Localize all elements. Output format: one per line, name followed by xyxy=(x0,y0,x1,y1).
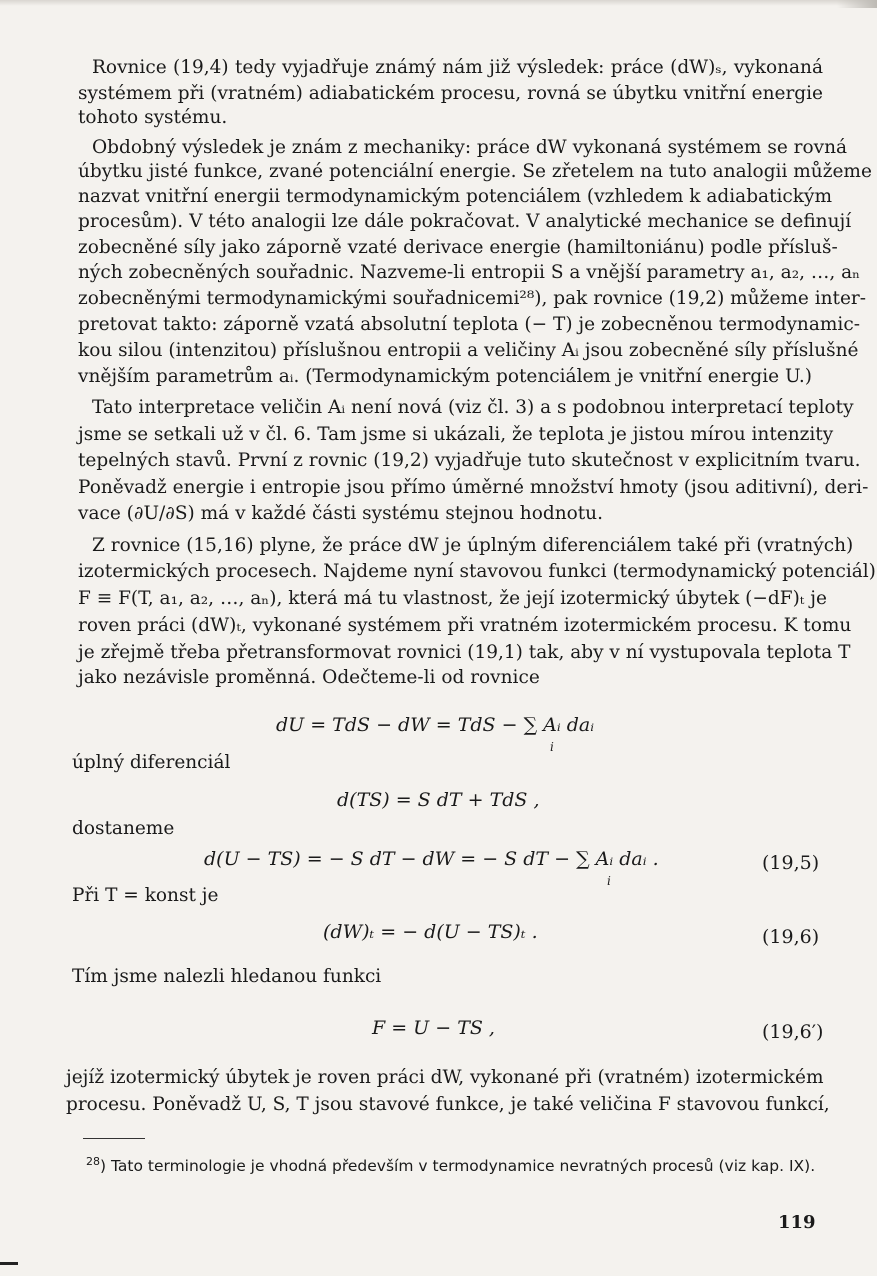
text-line: kou silou (intenzitou) příslušnou entropii a veličiny Aᵢ jsou zobecněné síly příslušné xyxy=(78,340,859,361)
text-line: Při T = konst je xyxy=(72,885,219,906)
sum-index: i xyxy=(550,740,554,754)
text-line: zobecněné síly jako záporně vzaté derivace energie (hamiltoniánu) podle přísluš- xyxy=(78,237,838,258)
text-line: úbytku jisté funkce, zvané potenciální energie. Se zřetelem na tuto analogii můžeme xyxy=(78,161,872,182)
equation-dts: d(TS) = S dT + TdS , xyxy=(337,789,540,811)
equation-19-6prime: F = U − TS , xyxy=(372,1017,495,1039)
equation-19-6: (dW)ₜ = − d(U − TS)ₜ . xyxy=(323,921,538,943)
equation-number: (19,5) xyxy=(762,852,820,874)
text-line: úplný diferenciál xyxy=(72,752,231,773)
footnote-text: ) Tato terminologie je vhodná především v termodynamice nevratných procesů (viz kap. IX). xyxy=(100,1157,816,1176)
text-line: roven práci (dW)ₜ, vykonané systémem při vratném izotermickém procesu. K tomu xyxy=(78,615,852,636)
text-line: dostaneme xyxy=(72,818,175,839)
text-line: zobecněnými termodynamickými souřadnicemi²⁸), pak rovnice (19,2) můžeme inter- xyxy=(78,288,867,309)
text-line: Tím jsme nalezli hledanou funkci xyxy=(72,966,382,987)
text-line: procesům). V této analogii lze dále pokračovat. V analytické mechanice se definují xyxy=(78,211,852,232)
text-line: vnějším parametrům aᵢ. (Termodynamickým potenciálem je vnitřní energie U.) xyxy=(78,366,812,387)
footnote xyxy=(86,1155,815,1175)
scan-shadow xyxy=(0,0,877,6)
text-line: je zřejmě třeba přetransformovat rovnici (19,1) tak, aby v ní vystupovala teplota T xyxy=(78,642,851,663)
text-line: vace (∂U/∂S) má v každé části systému stejnou hodnotu. xyxy=(78,503,603,524)
equation-number: (19,6′) xyxy=(762,1021,824,1043)
text-line: Z rovnice (15,16) plyne, že práce dW je úplným diferenciálem také při (vratných) xyxy=(92,535,854,556)
footnote-mark: 28 xyxy=(86,1155,100,1168)
text-line: nazvat vnitřní energii termodynamickým potenciálem (vzhledem k adiabatickým xyxy=(78,186,833,207)
footnote-rule xyxy=(83,1138,145,1139)
text-line: tepelných stavů. První z rovnic (19,2) vyjadřuje tuto skutečnost v explicitním tvaru. xyxy=(78,450,861,471)
text-line: Obdobný výsledek je znám z mechaniky: práce dW vykonaná systémem se rovná xyxy=(92,137,848,158)
text-line: jsme se setkali už v čl. 6. Tam jsme si ukázali, že teplota je jistou mírou intenzity xyxy=(78,424,834,445)
text-line: Rovnice (19,4) tedy vyjadřuje známý nám již výsledek: práce (dW)ₛ, vykonaná xyxy=(92,57,823,78)
text-line: jejíž izotermický úbytek je roven práci dW, vykonané při (vratném) izotermickém xyxy=(66,1067,824,1088)
equation-du: dU = TdS − dW = TdS − ∑ Aᵢ daᵢ xyxy=(276,714,595,736)
text-line: pretovat takto: záporně vzatá absolutní teplota (− T) je zobecněnou termodynamic- xyxy=(78,314,860,335)
text-line: Poněvadž energie i entropie jsou přímo úměrné množství hmoty (jsou aditivní), deri- xyxy=(78,477,869,498)
equation-19-5: d(U − TS) = − S dT − dW = − S dT − ∑ Aᵢ daᵢ . xyxy=(204,848,659,870)
text-line: F ≡ F(T, a₁, a₂, …, aₙ), která má tu vlastnost, že její izotermický úbytek (−dF)ₜ je xyxy=(78,588,827,609)
text-line: jako nezávisle proměnná. Odečteme-li od rovnice xyxy=(78,667,540,688)
text-line: procesu. Poněvadž U, S, T jsou stavové funkce, je také veličina F stavovou funkcí, xyxy=(66,1094,830,1115)
scan-corner xyxy=(837,0,877,8)
text-line: systémem při (vratném) adiabatickém procesu, rovná se úbytku vnitřní energie xyxy=(78,83,823,104)
sum-index: i xyxy=(607,874,611,888)
scan-edge-mark xyxy=(0,1262,18,1265)
text-line: Tato interpretace veličin Aᵢ není nová (viz čl. 3) a s podobnou interpretací teploty xyxy=(92,397,854,418)
text-line: ných zobecněných souřadnic. Nazveme-li entropii S a vnější parametry a₁, a₂, …, aₙ xyxy=(78,262,861,283)
page-number: 119 xyxy=(778,1212,816,1233)
text-line: tohoto systému. xyxy=(78,107,228,128)
equation-number: (19,6) xyxy=(762,926,820,948)
text-line: izotermických procesech. Najdeme nyní stavovou funkci (termodynamický potenciál) xyxy=(78,561,876,582)
